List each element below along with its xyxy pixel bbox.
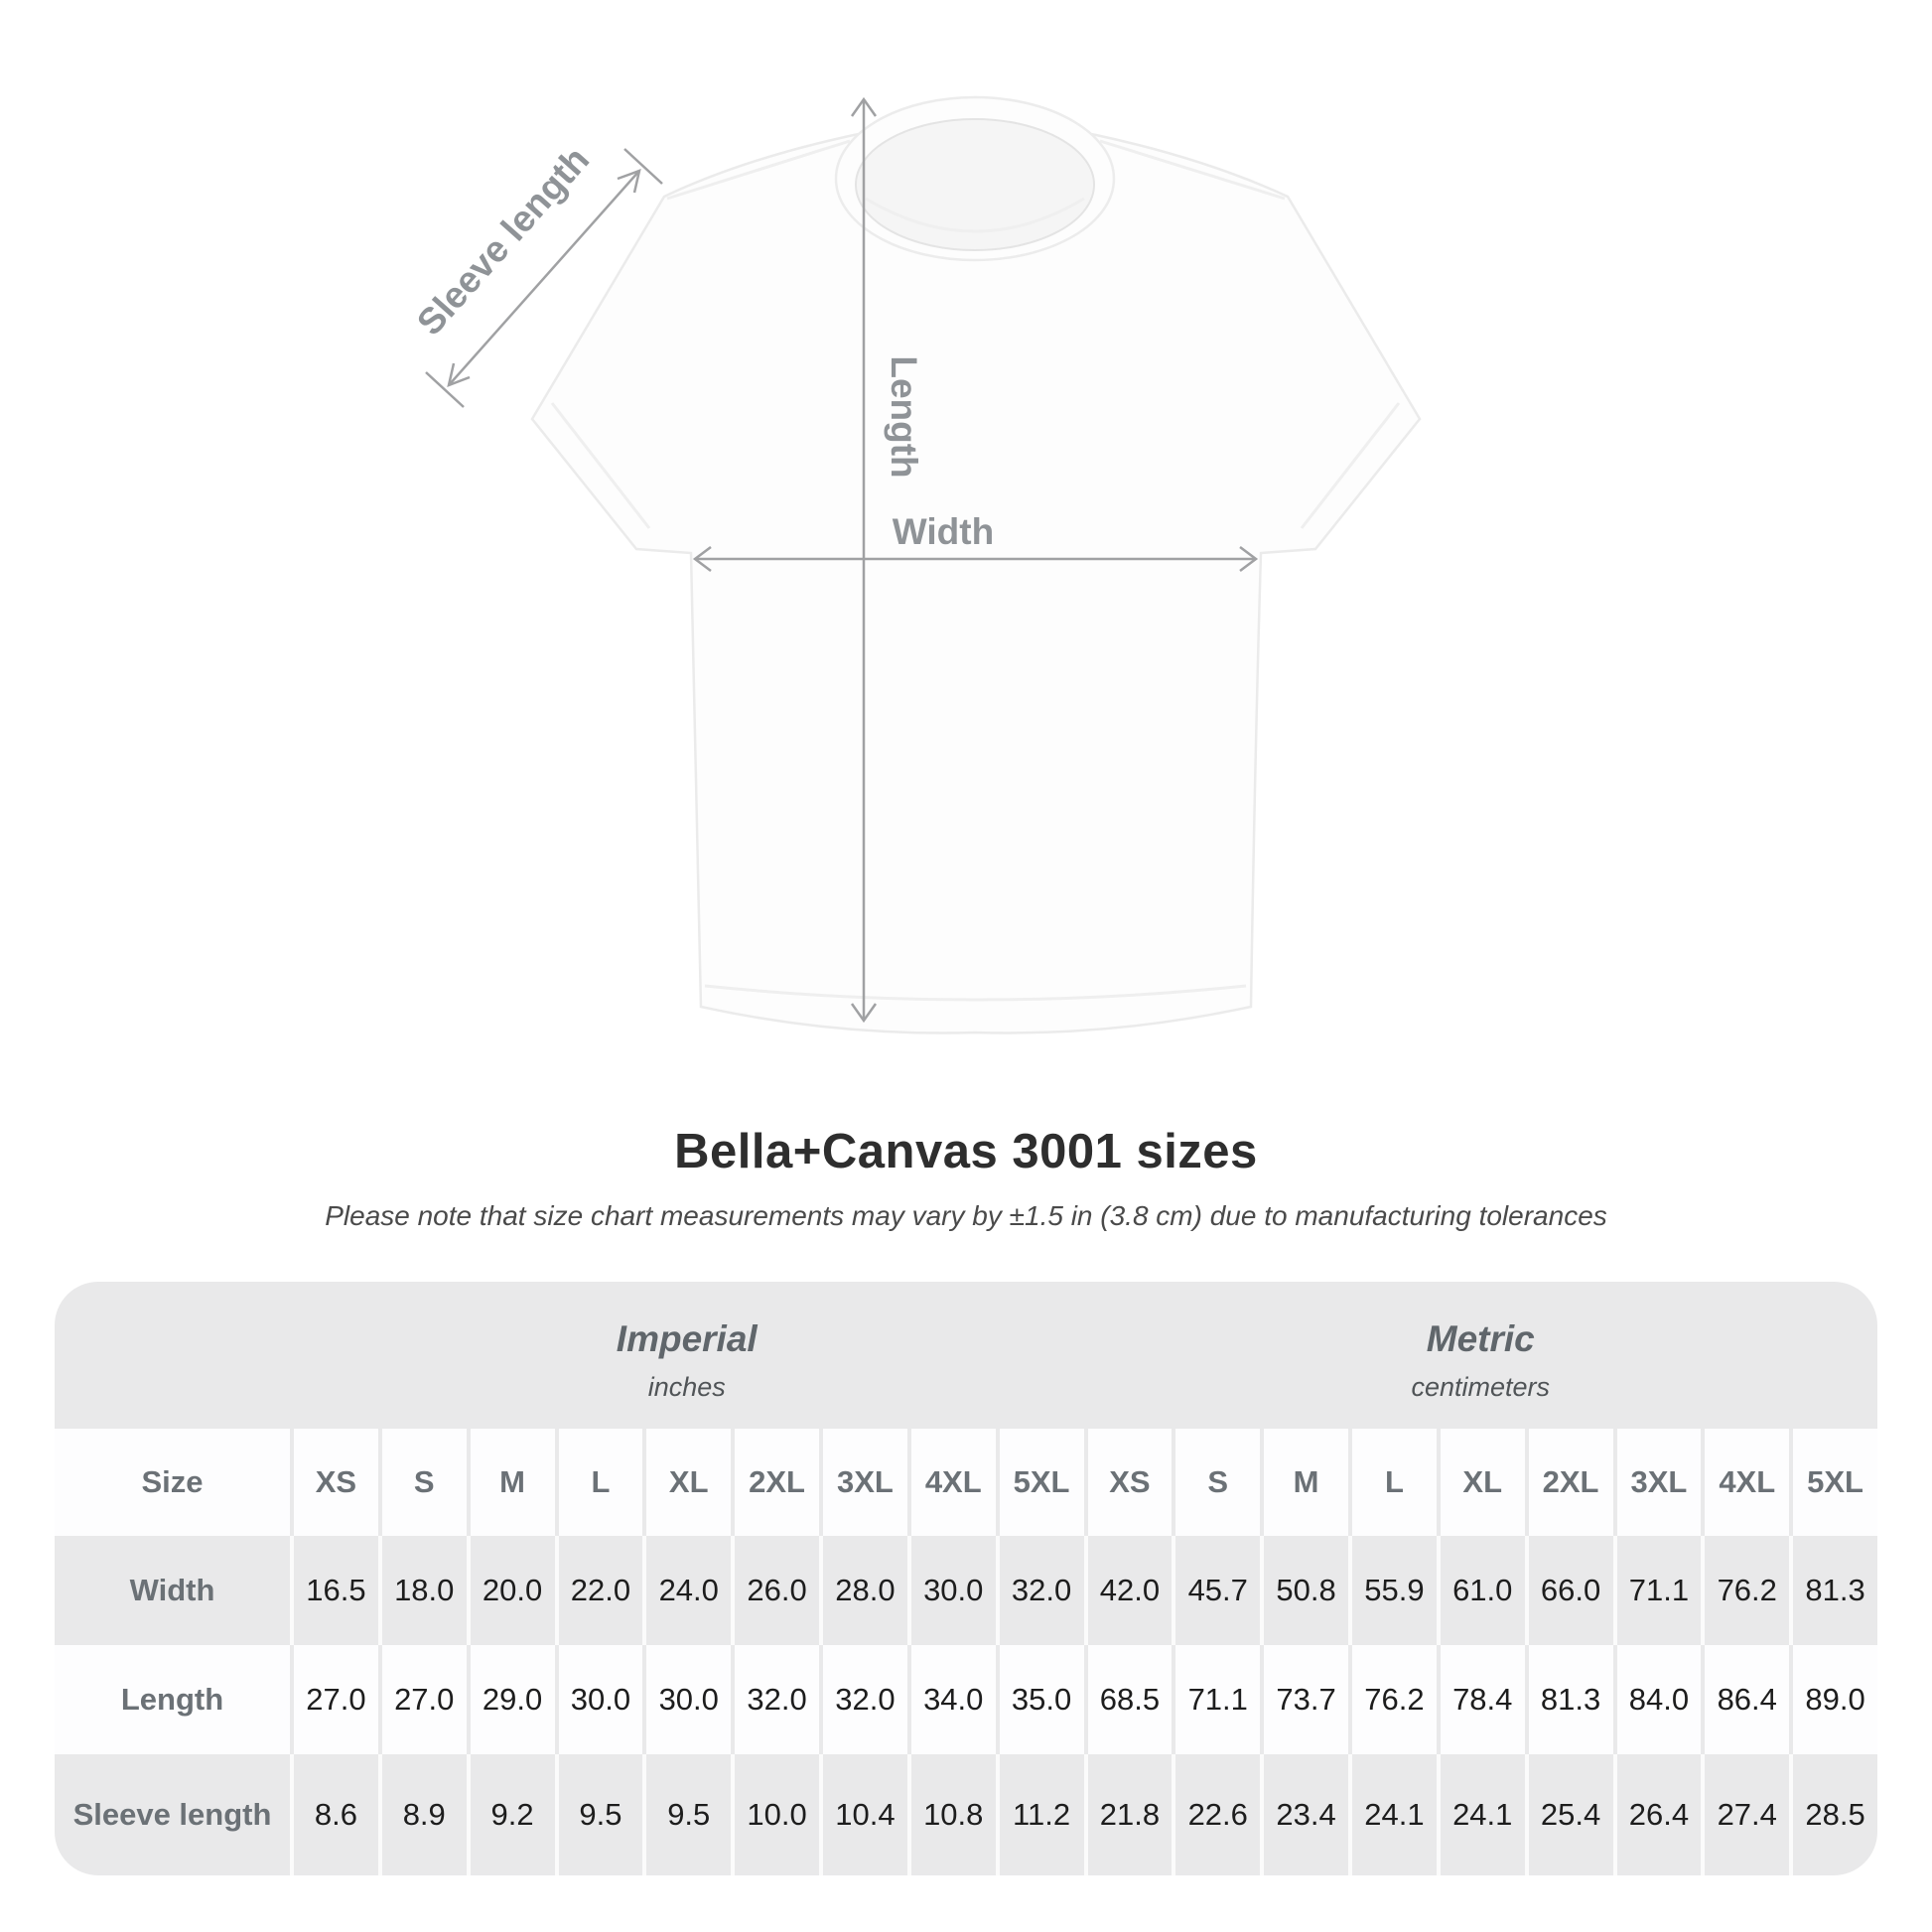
imperial-label: Imperial	[616, 1317, 758, 1359]
size-col-metric-2xl: 2XL	[1525, 1429, 1613, 1536]
length-in-s: 27.0	[378, 1645, 467, 1754]
sleeve-cm-s: 22.6	[1172, 1754, 1260, 1875]
sleeve-row-label: Sleeve length	[72, 1797, 272, 1833]
sleeve-in-5xl: 11.2	[996, 1754, 1084, 1875]
length-cm-2xl: 81.3	[1525, 1645, 1613, 1754]
size-col-imperial-5xl: 5XL	[996, 1429, 1084, 1536]
length-in-4xl: 34.0	[907, 1645, 996, 1754]
size-col-imperial-xl: XL	[642, 1429, 731, 1536]
length-row	[55, 1645, 1877, 1754]
size-chart-table	[55, 1282, 1877, 1875]
size-col-imperial-xs: XS	[290, 1429, 378, 1536]
sleeve-cm-3xl: 26.4	[1613, 1754, 1702, 1875]
unit-header-row	[55, 1282, 1877, 1429]
length-in-xs: 27.0	[290, 1645, 378, 1754]
size-col-metric-xs: XS	[1084, 1429, 1173, 1536]
width-cm-2xl: 66.0	[1525, 1536, 1613, 1645]
page-subtitle: Please note that size chart measurements may vary by ±1.5 in (3.8 cm) due to manufacturing tolerances	[325, 1199, 1607, 1231]
width-in-2xl: 26.0	[731, 1536, 819, 1645]
width-cm-3xl: 71.1	[1613, 1536, 1702, 1645]
size-col-imperial-4xl: 4XL	[907, 1429, 996, 1536]
width-in-5xl: 32.0	[996, 1536, 1084, 1645]
width-in-xl: 24.0	[642, 1536, 731, 1645]
sleeve-cm-xs: 21.8	[1084, 1754, 1173, 1875]
width-cm-s: 45.7	[1172, 1536, 1260, 1645]
width-label: Width	[892, 511, 995, 552]
sleeve-cm-5xl: 28.5	[1789, 1754, 1877, 1875]
size-col-metric-5xl: 5XL	[1789, 1429, 1877, 1536]
width-cm-l: 55.9	[1348, 1536, 1437, 1645]
length-row-label: Length	[120, 1682, 224, 1718]
length-cm-m: 73.7	[1260, 1645, 1348, 1754]
length-in-xl: 30.0	[642, 1645, 731, 1754]
sleeve-in-2xl: 10.0	[731, 1754, 819, 1875]
sleeve-in-4xl: 10.8	[907, 1754, 996, 1875]
length-cm-5xl: 89.0	[1789, 1645, 1877, 1754]
width-in-xs: 16.5	[290, 1536, 378, 1645]
metric-header	[1084, 1282, 1878, 1429]
sleeve-cm-xl: 24.1	[1437, 1754, 1525, 1875]
width-in-l: 22.0	[555, 1536, 643, 1645]
width-row	[55, 1536, 1877, 1645]
length-cm-4xl: 86.4	[1701, 1645, 1789, 1754]
sleeve-in-s: 8.9	[378, 1754, 467, 1875]
size-col-metric-4xl: 4XL	[1701, 1429, 1789, 1536]
size-col-imperial-2xl: 2XL	[731, 1429, 819, 1536]
width-in-s: 18.0	[378, 1536, 467, 1645]
width-in-m: 20.0	[467, 1536, 555, 1645]
size-col-imperial-l: L	[555, 1429, 643, 1536]
sleeve-cm-2xl: 25.4	[1525, 1754, 1613, 1875]
imperial-header	[290, 1282, 1084, 1429]
length-in-2xl: 32.0	[731, 1645, 819, 1754]
length-cm-3xl: 84.0	[1613, 1645, 1702, 1754]
size-col-metric-m: M	[1260, 1429, 1348, 1536]
page-title: Bella+Canvas 3001 sizes	[674, 1125, 1258, 1178]
sleeve-cm-m: 23.4	[1260, 1754, 1348, 1875]
sleeve-in-xs: 8.6	[290, 1754, 378, 1875]
length-in-m: 29.0	[467, 1645, 555, 1754]
sleeve-in-m: 9.2	[467, 1754, 555, 1875]
imperial-unit: inches	[647, 1371, 726, 1402]
width-cm-m: 50.8	[1260, 1536, 1348, 1645]
sleeve-in-l: 9.5	[555, 1754, 643, 1875]
sleeve-length-row	[55, 1754, 1877, 1875]
sleeve-length-label: Sleeve length	[409, 138, 598, 344]
width-cm-xs: 42.0	[1084, 1536, 1173, 1645]
length-label: Length	[884, 355, 924, 479]
size-col-imperial-m: M	[467, 1429, 555, 1536]
size-header-row	[55, 1429, 1877, 1536]
width-row-label: Width	[129, 1573, 215, 1608]
sleeve-in-xl: 9.5	[642, 1754, 731, 1875]
length-cm-xs: 68.5	[1084, 1645, 1173, 1754]
length-cm-s: 71.1	[1172, 1645, 1260, 1754]
length-in-3xl: 32.0	[819, 1645, 907, 1754]
width-cm-5xl: 81.3	[1789, 1536, 1877, 1645]
length-in-l: 30.0	[555, 1645, 643, 1754]
width-cm-4xl: 76.2	[1701, 1536, 1789, 1645]
width-cm-xl: 61.0	[1437, 1536, 1525, 1645]
size-col-metric-xl: XL	[1437, 1429, 1525, 1536]
metric-label: Metric	[1426, 1317, 1535, 1359]
sleeve-cm-l: 24.1	[1348, 1754, 1437, 1875]
size-col-imperial-s: S	[378, 1429, 467, 1536]
sleeve-cm-4xl: 27.4	[1701, 1754, 1789, 1875]
sleeve-in-3xl: 10.4	[819, 1754, 907, 1875]
size-col-metric-3xl: 3XL	[1613, 1429, 1702, 1536]
length-in-5xl: 35.0	[996, 1645, 1084, 1754]
width-in-4xl: 30.0	[907, 1536, 996, 1645]
length-cm-l: 76.2	[1348, 1645, 1437, 1754]
size-col-metric-s: S	[1172, 1429, 1260, 1536]
metric-unit: centimeters	[1411, 1371, 1551, 1402]
size-header: Size	[141, 1464, 204, 1500]
size-col-imperial-3xl: 3XL	[819, 1429, 907, 1536]
size-col-metric-l: L	[1348, 1429, 1437, 1536]
width-in-3xl: 28.0	[819, 1536, 907, 1645]
length-cm-xl: 78.4	[1437, 1645, 1525, 1754]
